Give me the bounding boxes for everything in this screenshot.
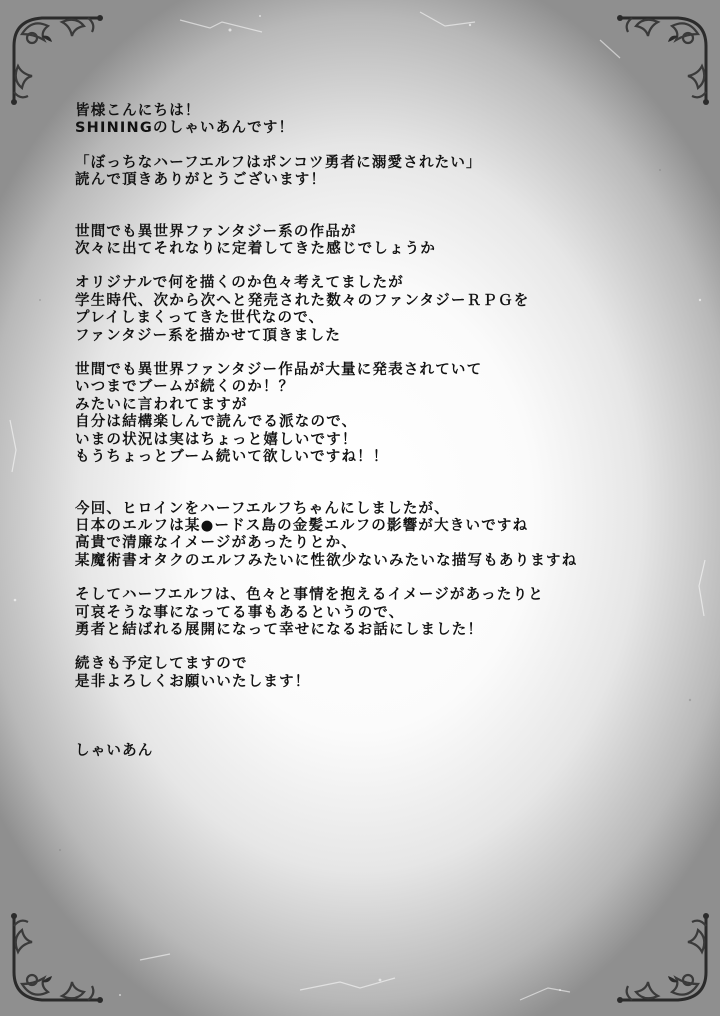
text-line: そしてハーフエルフは、色々と事情を抱えるイメージがあったりと (75, 587, 544, 604)
thanks-paragraph (75, 155, 675, 190)
corner-ornament-top-left (2, 6, 112, 116)
trend-paragraph (75, 224, 675, 259)
signature (75, 743, 675, 760)
story-paragraph (75, 587, 675, 639)
text-line: ファンタジー系を描かせて頂きました (75, 327, 342, 344)
signature-text: しゃいあん (75, 743, 154, 760)
text-line: 自分は結構楽しんで読んでる派なので、 (75, 414, 358, 431)
text-line: 高貴で清廉なイメージがあったりとか、 (75, 535, 358, 552)
text-line: プレイしまくってきた世代なので、 (75, 310, 325, 327)
text-line: みたいに言われてますが (75, 396, 248, 413)
origin-paragraph (75, 275, 675, 345)
closing-paragraph (75, 656, 675, 691)
text-line: 是非よろしくお願いいたします！ (75, 673, 311, 690)
text-line: いつまでブームが続くのか！？ (75, 379, 295, 396)
text-line: SHININGのしゃいあんです！ (75, 120, 295, 137)
text-line: オリジナルで何を描くのか色々考えてましたが (75, 275, 404, 292)
text-line: 続きも予定してますので (75, 656, 248, 673)
text-line: 学生時代、次から次へと発売された数々のファンタジーＲＰＧを (75, 292, 530, 309)
text-line: もうちょっとブーム続いて欲しいですね！！ (75, 449, 389, 466)
corner-ornament-bottom-left (2, 902, 112, 1012)
corner-ornament-top-right (608, 6, 718, 116)
text-line: 勇者と結ばれる展開になって幸せになるお話にしました！ (75, 621, 484, 638)
heroine-paragraph (75, 501, 675, 571)
text-line: 今回、ヒロインをハーフエルフちゃんにしましたが、 (75, 500, 450, 517)
text-line: いまの状況は実はちょっと嬉しいです！ (75, 431, 358, 448)
text-line: 世間でも異世界ファンタジー系の作品が (75, 223, 357, 240)
text-line: 「ぼっちなハーフエルフはポンコツ勇者に溺愛されたい」 (75, 154, 482, 171)
text-line: 次々に出てそれなりに定着してきた感じでしょうか (75, 241, 437, 258)
afterword-letter (75, 103, 675, 761)
text-line: 某魔術書オタクのエルフみたいに性欲少ないみたいな描写もありますね (75, 552, 578, 569)
text-line: 皆様こんにちは！ (75, 103, 201, 119)
boom-paragraph (75, 362, 675, 466)
text-line: 日本のエルフは某●ードス島の金髪エルフの影響が大きいですね (75, 517, 529, 534)
text-line: 可哀そうな事になってる事もあるというので、 (75, 604, 405, 621)
greeting-paragraph (75, 103, 675, 138)
text-line: 世間でも異世界ファンタジー作品が大量に発表されていて (75, 362, 483, 379)
corner-ornament-bottom-right (608, 902, 718, 1012)
text-line: 読んで頂きありがとうございます！ (75, 172, 327, 189)
